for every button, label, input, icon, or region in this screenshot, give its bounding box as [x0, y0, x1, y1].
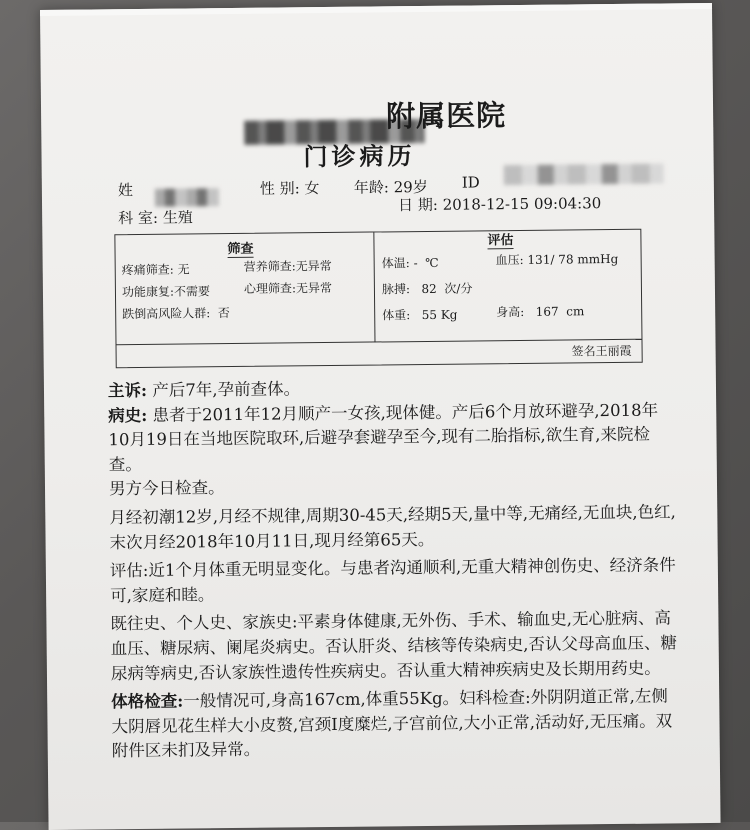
bp-label: 血压:: [495, 252, 528, 268]
date-label: 日 期:: [397, 195, 443, 215]
weight: [382, 306, 457, 324]
hospital-name: 附属医院: [385, 98, 507, 134]
male-check: 男方今日检查。: [108, 478, 225, 499]
pulse-label: 脉搏:: [381, 282, 414, 297]
temperature: [382, 254, 439, 272]
nutrition-value: 无异常: [295, 258, 332, 274]
height-value: 167 cm: [535, 304, 585, 319]
evaluation-title: 评估: [487, 229, 513, 249]
complaint-text: 产后7年,孕前查体。: [152, 379, 301, 400]
pulse-value: 82: [421, 281, 437, 297]
blood-pressure: [496, 250, 619, 268]
physical-exam: [111, 684, 682, 764]
fall-value: 否: [217, 306, 230, 321]
pulse: [382, 279, 473, 297]
date-field: [398, 192, 601, 215]
exam-label: 体格检查:: [111, 691, 184, 712]
dept-value: 生殖: [162, 208, 193, 227]
rehab-value: 不需要: [173, 284, 211, 299]
height-label: 身高:: [496, 304, 529, 320]
age-label: 年龄:: [353, 178, 394, 197]
bp-value: 131/ 78 mmHg: [527, 251, 619, 267]
date-value: 2018-12-15 09:04:30: [442, 194, 602, 214]
rehab-screening: [122, 282, 210, 300]
nutrition-screening: [244, 257, 332, 275]
temp-label: 体温:: [381, 256, 414, 271]
fall-label: 跌倒高风险人群:: [122, 306, 211, 322]
paper-edge: [40, 3, 712, 16]
dept-label: 科 室:: [118, 208, 163, 228]
pulse-unit: 次/分: [444, 281, 473, 296]
psych-value: 无异常: [295, 280, 333, 296]
temp-value: -: [413, 256, 418, 271]
medical-history: [108, 398, 679, 478]
redacted-patient-name: [155, 188, 219, 207]
screening-title: 筛查: [227, 238, 253, 258]
pain-screening: [122, 260, 190, 278]
age-value: 29岁: [393, 177, 428, 197]
pain-label: 疼痛筛查:: [121, 262, 174, 278]
fall-risk-screening: [122, 304, 230, 322]
weight-label: 体重:: [382, 308, 415, 323]
id-label: ID: [461, 173, 480, 192]
gender-value: 女: [304, 179, 320, 198]
height: [496, 302, 584, 320]
record-title: 门诊病历: [303, 141, 416, 172]
pain-value: 无: [177, 262, 190, 277]
redacted-patient-id: [504, 163, 664, 185]
weight-value: 55 Kg: [421, 307, 458, 323]
dept-field: [118, 206, 193, 228]
complaint-label: 主诉:: [107, 380, 148, 401]
gender-field: [260, 177, 320, 199]
name-label: 姓: [117, 181, 134, 200]
box-divider-horizontal: [117, 339, 642, 345]
medical-record-sheet: [40, 3, 721, 830]
psych-label: 心理筛查:: [243, 281, 297, 296]
screening-evaluation-box: [114, 229, 642, 369]
history-text: 患者于2011年12月顺产一女孩,现体健。产后6个月放环避孕,2018年10月19日在当地医院取环,后避孕套避孕至今,现有二胎指标,欲生育,来院检查。: [108, 400, 659, 475]
assessment: 评估:近1个月体重无明显变化。与患者沟通顺利,无重大精神创伤史、经济条件可,家庭和睦。: [109, 555, 676, 606]
gender-label: 性 别:: [259, 179, 305, 198]
exam-text: 一般情况可,身高167cm,体重55Kg。妇科检查:外阴阴道正常,左侧大阴唇见花生样大小皮赘,宫颈I度糜烂,子宫前位,大小正常,活动好,无压痛。双附件区未扪及异常。: [111, 686, 673, 761]
temp-unit: ℃: [425, 255, 439, 270]
history-label: 病史:: [108, 405, 148, 425]
nutrition-label: 营养筛查:: [243, 259, 296, 274]
rehab-label: 功能康复:: [121, 284, 175, 300]
psych-screening: [244, 279, 332, 297]
record-body: [108, 373, 682, 764]
past-history: 既往史、个人史、家族史:平素身体健康,无外伤、手术、输血史,无心脏病、高血压、糖尿病、阑尾炎病史。否认肝炎、结核等传染病史,否认父母高血压、糖尿病等病史,否认家族性遗传性疾病史。否认重大精神疾病史及长期用药史。: [110, 608, 678, 683]
menstrual-history: 月经初潮12岁,月经不规律,周期30-45天,经期5天,量中等,无痛经,无血块,色红,末次月经2018年10月11日,现月经第65天。: [109, 502, 676, 552]
box-divider-vertical: [373, 233, 375, 343]
doctor-signature: 签名王丽霞: [571, 343, 632, 359]
